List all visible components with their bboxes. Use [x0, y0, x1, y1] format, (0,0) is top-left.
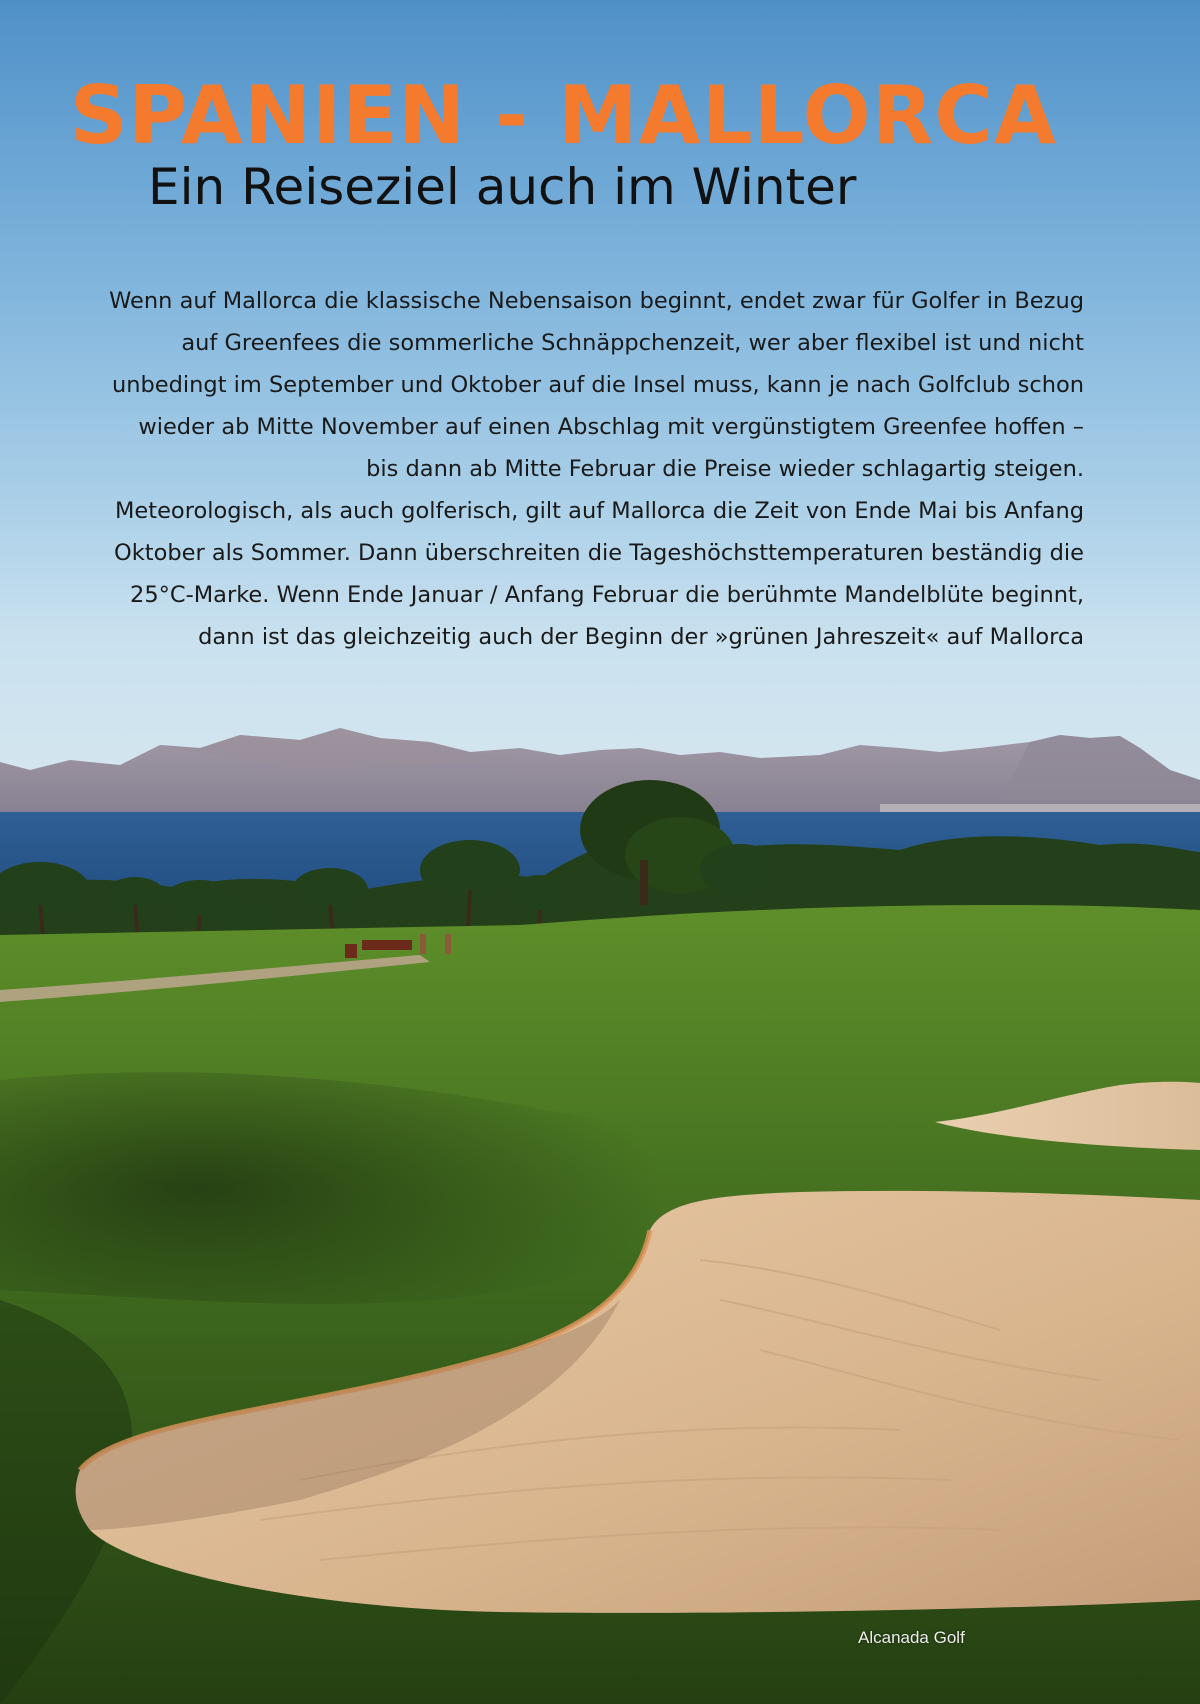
article-line: auf Greenfees die sommerliche Schnäppchenzeit, wer aber flexibel ist und nicht: [181, 330, 1084, 356]
article-line: bis dann ab Mitte Februar die Preise wieder schlagartig steigen.: [366, 456, 1084, 482]
article-line: Wenn auf Mallorca die klassische Nebensaison beginnt, endet zwar für Golfer in Bezug: [109, 288, 1084, 314]
article-line: wieder ab Mitte November auf einen Abschlag mit vergünstigtem Greenfee hoffen –: [138, 414, 1084, 440]
article-line: Oktober als Sommer. Dann überschreiten die Tageshöchsttemperaturen beständig die: [114, 540, 1084, 566]
page-title: SPANIEN - MALLORCA: [70, 69, 1057, 162]
article-body: [60, 280, 1084, 658]
article-line: 25°C-Marke. Wenn Ende Januar / Anfang Februar die berühmte Mandelblüte beginnt,: [130, 582, 1084, 608]
bench: [362, 940, 412, 950]
article-line: unbedingt im September und Oktober auf die Insel muss, kann je nach Golfclub schon: [111, 372, 1084, 398]
page-subtitle: Ein Reiseziel auch im Winter: [148, 158, 857, 216]
article-line: dann ist das gleichzeitig auch der Beginn der »grünen Jahreszeit« auf Mallorca: [198, 624, 1084, 650]
article-line: Meteorologisch, als auch golferisch, gilt auf Mallorca die Zeit von Ende Mai bis Anfang: [115, 498, 1084, 524]
photo-caption: Alcanada Golf: [858, 1628, 965, 1647]
